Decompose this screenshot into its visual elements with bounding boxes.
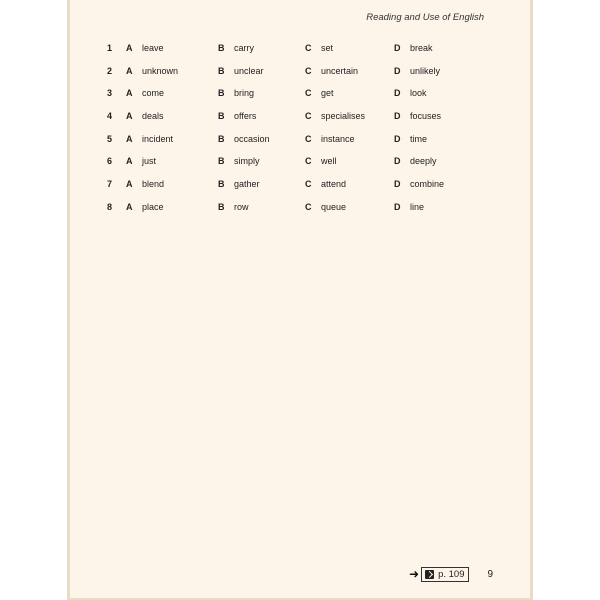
option-letter-c: C [305, 201, 312, 212]
question-number: 6 [107, 156, 113, 167]
option-d: look [410, 88, 427, 99]
option-letter-d: D [394, 156, 401, 167]
option-letter-c: C [305, 179, 312, 190]
option-b: gather [234, 179, 260, 190]
option-d: unlikely [410, 65, 441, 76]
option-letter-b: B [218, 179, 225, 190]
option-letter-a: A [126, 65, 133, 76]
option-letter-a: A [126, 88, 133, 99]
option-a: place [142, 201, 164, 212]
option-a: just [142, 156, 157, 167]
question-row-5 [107, 134, 507, 157]
section-title: Reading and Use of English [366, 12, 484, 23]
option-letter-b: B [218, 133, 225, 144]
option-d: line [410, 201, 425, 212]
option-letter-a: A [126, 133, 133, 144]
option-letter-c: C [305, 65, 312, 76]
option-b: offers [234, 111, 257, 122]
question-number: 8 [107, 201, 113, 212]
option-c: attend [321, 179, 347, 190]
arrow-right-icon: ➜ [409, 567, 420, 581]
option-letter-b: B [218, 88, 225, 99]
question-row-2 [107, 66, 507, 89]
question-number: 5 [107, 133, 113, 144]
document-page [67, 0, 533, 600]
option-b: simply [234, 156, 260, 167]
option-letter-a: A [126, 156, 133, 167]
option-letter-d: D [394, 179, 401, 190]
page-reference-link[interactable] [421, 567, 469, 582]
option-letter-d: D [394, 133, 401, 144]
option-a: come [142, 88, 165, 99]
option-letter-a: A [126, 179, 133, 190]
question-row-3 [107, 88, 507, 111]
option-d: time [410, 133, 428, 144]
question-list [107, 43, 507, 225]
question-row-6 [107, 156, 507, 179]
option-d: focuses [410, 111, 442, 122]
option-letter-d: D [394, 43, 401, 53]
option-letter-a: A [126, 43, 133, 53]
question-number: 3 [107, 88, 113, 99]
option-d: break [410, 43, 433, 53]
option-letter-b: B [218, 156, 225, 167]
question-number: 7 [107, 179, 113, 190]
question-row-4 [107, 111, 507, 134]
option-letter-c: C [305, 156, 312, 167]
option-b: row [234, 201, 249, 212]
option-c: queue [321, 201, 347, 212]
option-c: specialises [321, 111, 366, 122]
option-letter-c: C [305, 43, 312, 53]
option-letter-c: C [305, 133, 312, 144]
option-letter-c: C [305, 111, 312, 122]
page-footer [409, 566, 493, 582]
option-b: occasion [234, 133, 270, 144]
option-a: blend [142, 179, 165, 190]
option-letter-d: D [394, 88, 401, 99]
option-b: unclear [234, 65, 264, 76]
page-reference-label: p. 109 [438, 568, 465, 580]
question-number: 2 [107, 65, 113, 76]
option-letter-a: A [126, 111, 133, 122]
question-number: 4 [107, 111, 113, 122]
option-letter-b: B [218, 43, 225, 53]
option-a: leave [142, 43, 164, 53]
option-d: combine [410, 179, 445, 190]
option-letter-b: B [218, 111, 225, 122]
option-c: instance [321, 133, 355, 144]
option-letter-d: D [394, 201, 401, 212]
option-c: get [321, 88, 334, 99]
question-row-8 [107, 202, 507, 225]
option-letter-b: B [218, 65, 225, 76]
option-a: unknown [142, 65, 179, 76]
option-letter-a: A [126, 201, 133, 212]
option-a: deals [142, 111, 164, 122]
option-c: well [321, 156, 337, 167]
option-letter-b: B [218, 201, 225, 212]
question-row-7 [107, 179, 507, 202]
option-c: uncertain [321, 65, 359, 76]
option-a: incident [142, 133, 174, 144]
page-number: 9 [487, 568, 494, 580]
option-letter-d: D [394, 111, 401, 122]
option-letter-d: D [394, 65, 401, 76]
option-c: set [321, 43, 334, 53]
option-b: carry [234, 43, 254, 53]
option-d: deeply [410, 156, 437, 167]
option-letter-c: C [305, 88, 312, 99]
question-number: 1 [107, 43, 113, 53]
question-row-1 [107, 43, 507, 66]
book-icon [425, 570, 434, 579]
option-b: bring [234, 88, 255, 99]
